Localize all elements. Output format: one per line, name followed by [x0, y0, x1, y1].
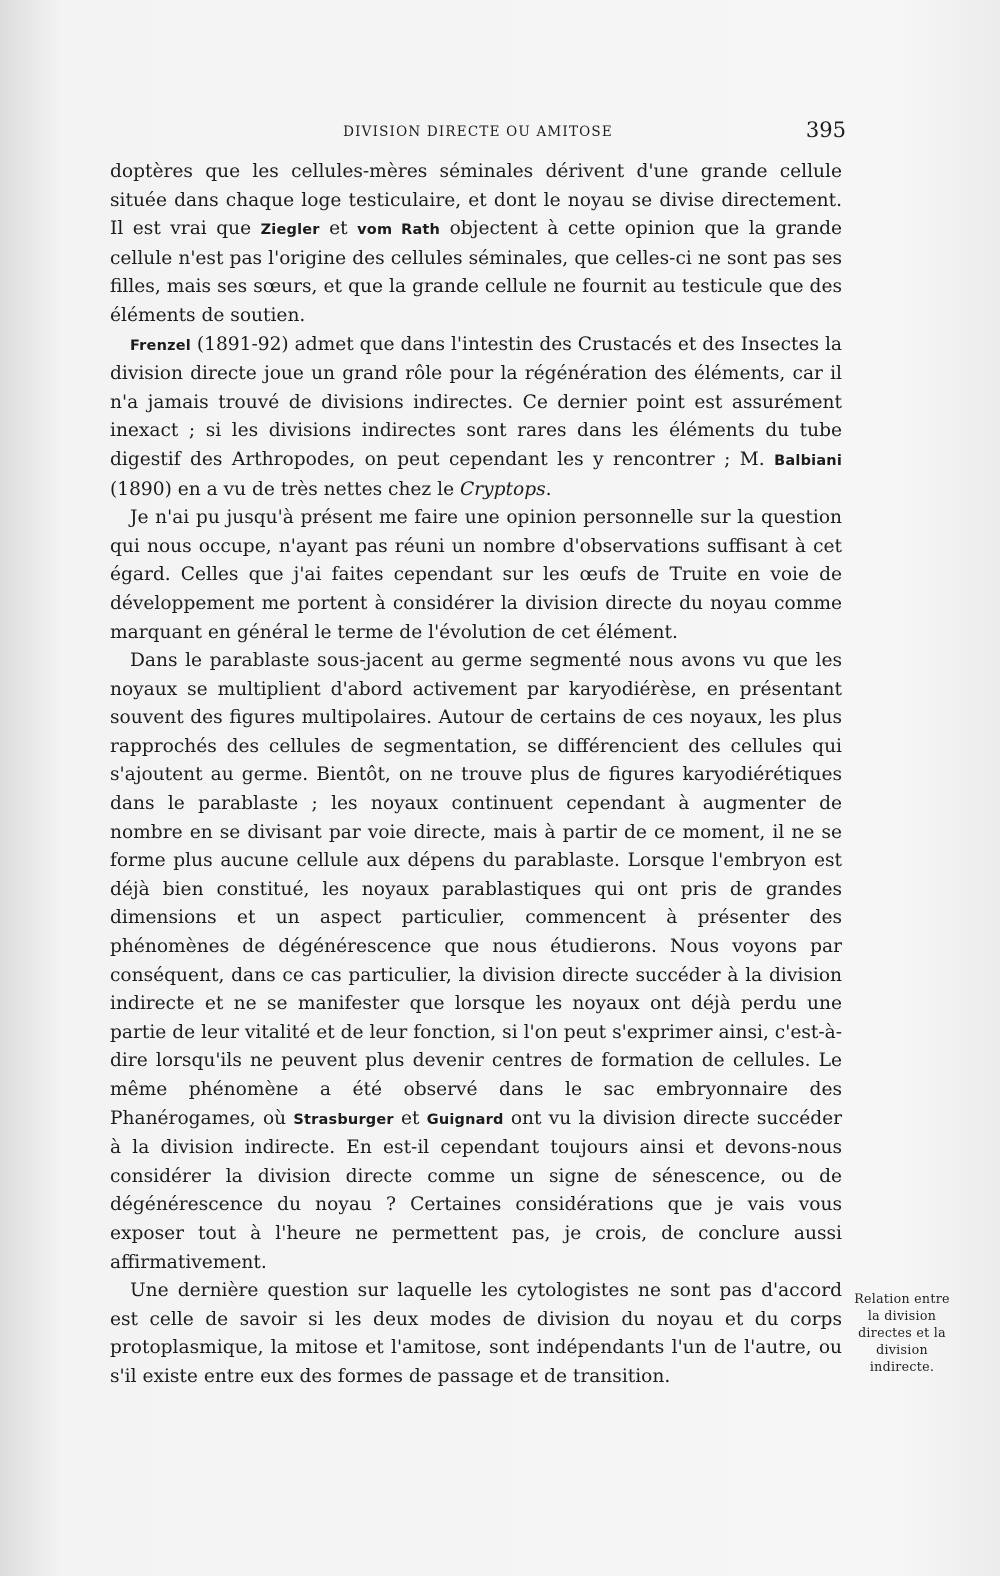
running-title: DIVISION DIRECTE OU AMITOSE — [343, 124, 613, 140]
page-header — [110, 118, 846, 148]
paragraph-3: Je n'ai pu jusqu'à présent me faire une opinion personnelle sur la question qui nous occupe, n'ayant pas réuni un nombre d'observations suffisant à cet égard. Celles que j'ai faites cependant sur les œufs de Truite en voie de développement me portent à considérer la division directe du noyau comme marquant en général le terme de l'évolution de cet élément. — [110, 507, 842, 643]
margin-note — [846, 1290, 958, 1375]
author-name: Guignard — [426, 1111, 504, 1128]
author-name: Balbiani — [774, 452, 842, 469]
paragraph-2 — [110, 331, 842, 505]
paragraph-5: Une dernière question sur laquelle les cytologistes ne sont pas d'accord est celle de savoir si les deux modes de division du noyau et du corps protoplasmique, la mitose et l'amitose, sont indépendants l'un de l'autre, ou s'il existe entre eux des formes de passage et de transition. — [110, 1280, 842, 1387]
text: et — [319, 218, 358, 240]
text: Dans le parablaste sous-jacent au germe segmenté nous avons vu que les noyaux se multiplient d'abord activement par karyodiérèse, en présentant souvent des figures multipolaires. Autour de certains de ces noyaux, les plus rapprochés des cellules de segmentation, se différencient des cellules qui s'ajoutent au germe. Bientôt, on ne trouve plus de figures karyodiérétiques dans le parablaste ; les noyaux continuent cependant à augmenter de nombre en se divisant par voie directe, mais à partir de ce moment, il ne se forme plus aucune cellule aux dépens du parablaste. Lorsque l'embryon est déjà bien constitué, les noyaux parablastiques qui ont pris de grandes dimensions et un aspect particulier, commencent à présenter des phénomènes de dégénérescence que nous étudierons. Nous voyons par conséquent, dans ce cas particulier, la division directe succéder à la division indirecte et ne se manifester que lorsque les noyaux ont déjà perdu une partie de leur vitalité et de leur fonction, si l'on peut s'exprimer ainsi, c'est-à-dire lorsqu'ils ne peuvent plus devenir centres de formation de cellules. Le même phénomène a été observé dans le sac embryonnaire des Phanérogames, où — [110, 650, 842, 1129]
text: et — [393, 1107, 427, 1129]
text: objectent à cette opinion que la grande cellule n'est pas l'origine des cellules séminales, que celles-ci ne sont pas ses filles, mais ses sœurs, et que la grande cellule ne fournit au testicule que des éléments de soutien. — [110, 218, 843, 326]
text: (1891-92) admet que dans l'intestin des Crustacés et des Insectes la division directe joue un grand rôle pour la régénération des éléments, car il n'a jamais trouvé de divisions indirectes. Ce dernier point est assurément inexact ; si les divisions indirectes sont rares dans les éléments du tube digestif des Arthropodes, on peut cependant les y rencontrer ; M. — [110, 333, 842, 470]
margin-note-line: la division — [867, 1308, 937, 1323]
text: . — [545, 478, 552, 500]
text: ont vu la division directe succéder à la division indirecte. En est-il cependant toujours ainsi et devons-nous considérer la division directe comme un signe de sénescence, ou de dégénérescence du noyau ? Certaines considérations que je vais vous exposer tout à l'heure ne permettent pas, je crois, de conclure aussi affirmativement. — [110, 1107, 843, 1273]
author-name: Strasburger — [293, 1111, 394, 1128]
margin-note-line: Relation entre — [854, 1291, 950, 1306]
main-text — [110, 158, 842, 1392]
author-name: Frenzel — [130, 337, 191, 354]
margin-note-line: indirecte. — [869, 1359, 935, 1374]
author-name: vom Rath — [357, 222, 441, 239]
genus-name: Cryptops — [460, 478, 546, 500]
text: doptères que les cellules-mères séminales dérivent d'une grande cellule située dans chaque loge testiculaire, et dont le noyau se divise directement. Il est vrai que — [110, 161, 842, 240]
text: (1890) en a vu de très nettes chez le — [110, 478, 460, 500]
margin-note-line: division — [876, 1342, 928, 1357]
page-number: 395 — [805, 118, 846, 142]
paragraph-4 — [110, 647, 842, 1277]
author-name: Ziegler — [260, 222, 320, 239]
paragraph-1 — [110, 158, 842, 331]
margin-note-line: directes et la — [858, 1325, 946, 1340]
